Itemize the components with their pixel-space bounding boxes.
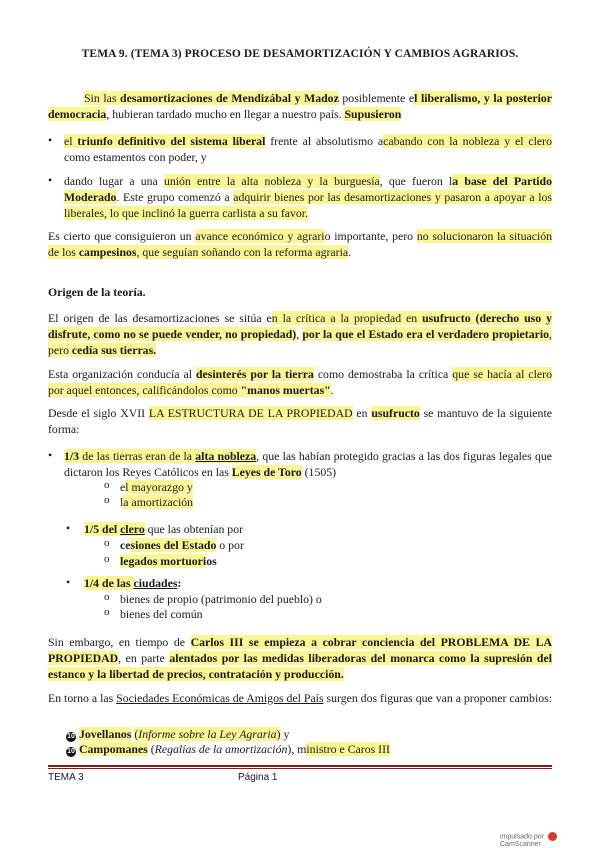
- bullet-highlight: triunfo definitivo del sistema liberal: [77, 134, 266, 148]
- para-text: Sin embargo, en tiempo de: [48, 635, 191, 649]
- para-highlight: que se hacía al clero por aquel entonces, calificándolos como: [48, 367, 552, 397]
- para-highlight: , pero: [48, 327, 552, 357]
- para-highlight: Carlos III se empieza a cobrar conciencia del PROBLEMA DE LA PROPIEDAD: [48, 635, 552, 665]
- sub-highlight: legados mortuori: [120, 554, 207, 568]
- sub-text: e: [120, 480, 126, 494]
- footer-left: TEMA 3: [48, 772, 84, 783]
- para-text: El origen de las desamortizaciones se sitúa e: [48, 311, 272, 325]
- paragraph: [48, 634, 552, 682]
- figure-work: Informe sobre la Ley Agraria: [138, 727, 277, 741]
- sub-text: l: [120, 495, 124, 509]
- bullet-highlight: unión entre la alta nobleza y la burguesía: [163, 174, 380, 188]
- paragraph: [48, 366, 552, 398]
- item-highlight: alta nobleza: [195, 449, 257, 463]
- figure-name: Jovellanos: [78, 727, 132, 741]
- circle-bullet: o: [104, 494, 110, 506]
- para-highlight: desinterés por la tierra: [196, 367, 314, 381]
- para-highlight: por la que el Estado era el verdadero propietario: [302, 327, 550, 341]
- bullet-dot: •: [48, 173, 53, 187]
- para-text: En torno a las: [48, 691, 117, 705]
- para-highlight: cedía sus tierras.: [71, 343, 157, 357]
- circle-bullet: o: [104, 591, 110, 603]
- footer-rule: [48, 768, 552, 769]
- scanner-watermark: [500, 832, 600, 848]
- item-text: que las obtenían por: [144, 522, 244, 536]
- para-highlight: usufructo: [371, 406, 420, 420]
- sub-item: bienes del común: [120, 607, 203, 621]
- intro-highlight: desamortizaciones de Mendizábal y Madoz: [120, 91, 339, 105]
- para-text: .: [330, 383, 334, 397]
- figure-work: Regalías de la amortización: [154, 742, 288, 756]
- item-text: (1505): [301, 465, 337, 479]
- para-highlight: , que seguían soñando con la reforma agraria: [136, 245, 349, 259]
- structure-item-clergy: [84, 521, 544, 537]
- bullet-text: el: [64, 134, 78, 148]
- sub-text: ce: [120, 538, 131, 552]
- para-text: en: [352, 406, 372, 420]
- sub-item: [120, 537, 520, 553]
- para-text: Es cierto que consiguieron un: [48, 229, 196, 243]
- bullet-text: . Este grupo comenzó a: [116, 190, 234, 204]
- para-text: .: [348, 245, 352, 259]
- figure-item-jovellanos: 10 Jovellanos (Informe sobre la Ley Agraria) y: [67, 727, 290, 741]
- figure-text: , m: [291, 742, 307, 756]
- para-text: Esta organización conducía al: [48, 367, 196, 381]
- item-text: , que las habían protegido gracias a las dos figuras legales que dictaron los Reyes Católicos en las: [64, 449, 552, 479]
- paragraph: [48, 310, 552, 358]
- section-heading: Origen de la teoría.: [48, 285, 146, 299]
- para-highlight: alentados por las medidas liberadoras del monarca como la supresión del estanco y la libertad de precios, contratación y producción.: [48, 651, 552, 681]
- document-title: TEMA 9. (TEMA 3) PROCESO DE DESAMORTIZACIÓN Y CAMBIOS AGRARIOS.: [81, 48, 519, 60]
- para-highlight: LA ESTRUCTURA DE LA PROPIEDAD: [148, 406, 353, 420]
- intro-text: , hubieran tardado mucho en llegar a nuestro país.: [106, 107, 345, 121]
- intro-paragraph: [48, 90, 552, 122]
- intro-text: posiblemente e: [338, 91, 415, 105]
- figure-text: y: [280, 727, 290, 741]
- para-highlight: "manos muertas": [240, 383, 331, 397]
- item-highlight: Leyes de Toro: [231, 465, 302, 479]
- paragraph: [48, 228, 552, 260]
- bullet-item: [64, 133, 552, 165]
- item-text: :: [177, 576, 182, 590]
- structure-item-cities: [84, 575, 544, 591]
- circle-bullet: o: [104, 553, 110, 565]
- para-highlight: no solucionaron la situación de los: [48, 229, 553, 259]
- figure-highlight: inistro e Caros III: [306, 742, 390, 756]
- para-text: ,: [296, 327, 303, 341]
- sub-item: bienes de propio (patrimonio del pueblo) o: [120, 592, 322, 606]
- intro-text: Sin las: [84, 91, 121, 105]
- para-highlight: n la crítica a la propiedad en: [271, 311, 423, 325]
- sub-text: os: [206, 554, 217, 568]
- bullet-highlight: a base del Partido Moderado: [64, 174, 552, 204]
- fraction-label: 1/5 del: [84, 522, 121, 536]
- paragraph: [48, 405, 552, 437]
- sub-highlight: a amortización: [123, 495, 194, 509]
- bullet-text: frente al absolutismo a: [265, 134, 384, 148]
- para-highlight: avance económico y agrari: [195, 229, 325, 243]
- numbered-bullet-icon: 10: [67, 733, 75, 740]
- item-highlight: clero: [120, 522, 145, 536]
- bullet-item: [64, 173, 552, 221]
- intro-highlight: Supusieron: [344, 107, 402, 121]
- para-text: , en parte: [118, 651, 170, 665]
- fraction-label: 1/4 de las: [84, 576, 134, 590]
- para-highlight: usufructo (derecho uso y disfrute, como no se puede vender, no propiedad): [48, 311, 552, 341]
- figure-name: Campomanes: [78, 742, 148, 756]
- scanner-label: impulsado por: [500, 833, 544, 841]
- sub-item: [120, 553, 520, 569]
- bullet-text: como estamentos con poder, y: [64, 150, 207, 164]
- para-text: como demostraba la crítica: [313, 367, 453, 381]
- paragraph: [48, 690, 552, 706]
- bullet-highlight: adquirir bienes por las desamortizaciones y pasaron a apoyar a los liberales, lo que inclinó la guerra carlista a su favor.: [64, 190, 552, 220]
- camscanner-logo-icon: [548, 832, 557, 841]
- numbered-bullet-icon: 10: [67, 748, 75, 755]
- intro-highlight: l liberalismo, y la posterior democracia: [48, 91, 552, 121]
- sub-text: o por: [216, 538, 244, 552]
- circle-bullet: o: [104, 537, 110, 549]
- bullet-text: dando lugar a una: [64, 174, 164, 188]
- scanner-brand: CamScanner: [500, 841, 541, 848]
- structure-item-nobility: [64, 448, 552, 480]
- para-text: surgen dos figuras que van a proponer cambios:: [323, 691, 553, 705]
- bullet-highlight: cabando con la nobleza y el clero: [383, 134, 552, 148]
- society-name: Sociedades Económicas de Amigos del País: [116, 691, 324, 705]
- bullet-dot: •: [48, 133, 53, 147]
- sub-item: [120, 479, 520, 495]
- item-highlight: ciudades: [133, 576, 178, 590]
- para-highlight: campesinos: [78, 245, 137, 259]
- figure-item-campomanes: 10 Campomanes (Regalías de la amortización), ministro e Caros III: [67, 742, 390, 756]
- bullet-dot: •: [66, 575, 71, 589]
- circle-bullet: o: [104, 606, 110, 618]
- bullet-text: , que fueron l: [379, 174, 453, 188]
- para-text: o importante, pero: [324, 229, 417, 243]
- footer-rule: [48, 765, 552, 767]
- footer-page-number: Página 1: [238, 772, 278, 783]
- circle-bullet: o: [104, 479, 110, 491]
- sub-item: [120, 494, 520, 510]
- item-text: de las tierras eran de la: [82, 449, 196, 463]
- bullet-dot: •: [66, 521, 71, 535]
- fraction-label: 1/3: [64, 449, 83, 463]
- sub-highlight: l mayorazgo y: [125, 480, 193, 494]
- sub-highlight: siones del Estado: [130, 538, 217, 552]
- para-text: Desde el siglo XVII: [48, 406, 149, 420]
- bullet-dot: •: [48, 448, 53, 462]
- para-text: se mantuvo de la siguiente forma:: [48, 406, 552, 436]
